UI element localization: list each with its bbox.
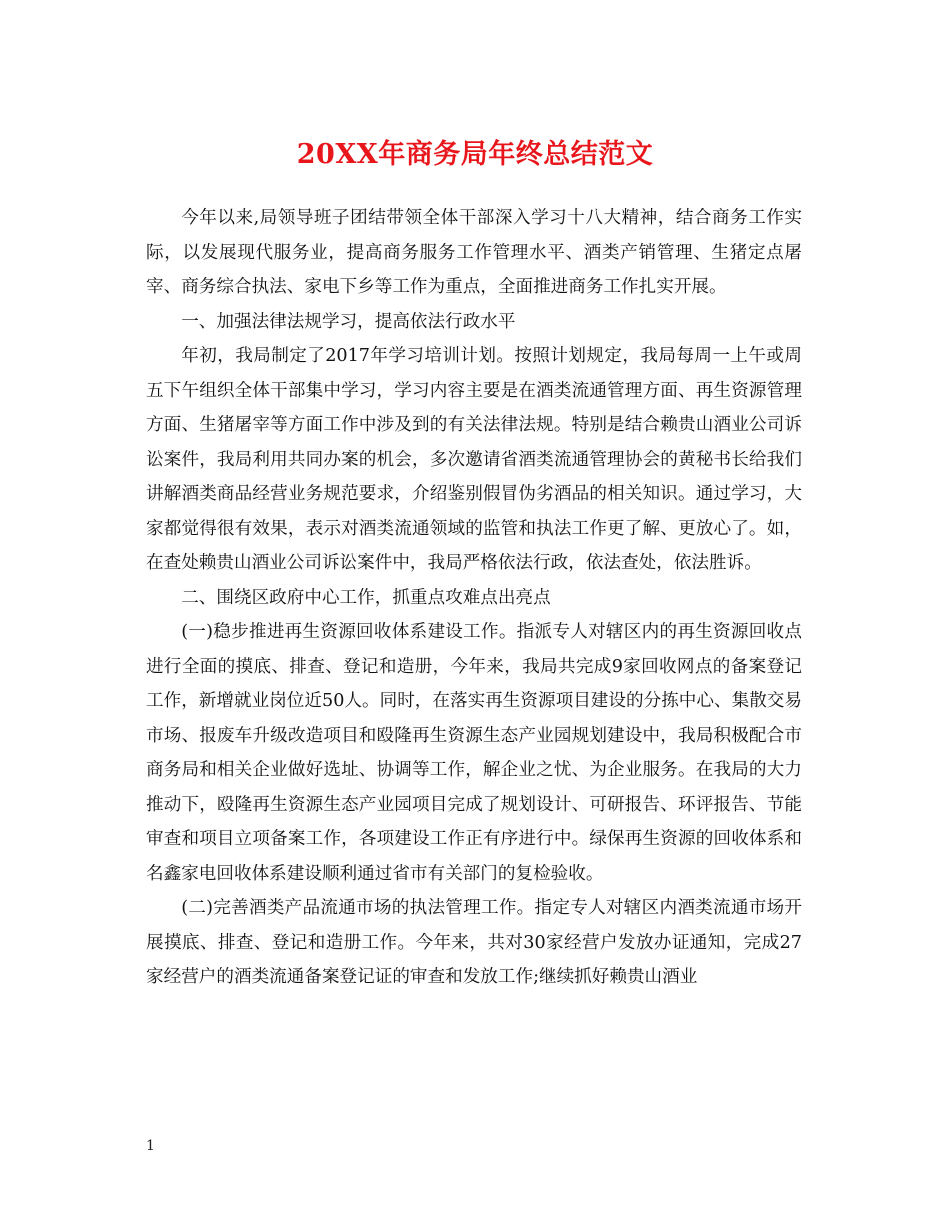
paragraph-legal-study: 年初，我局制定了2017年学习培训计划。按照计划规定，我局每周一上午或周五下午组织全体干部集中学习，学习内容主要是在酒类流通管理方面、再生资源管理方面、生猪屠宰等方面工作中涉及到的有关法律法规。特别是结合赖贵山酒业公司诉讼案件，我局利用共同办案的机会，多次邀请省酒类流通管理协会的黄秘书长给我们讲解酒类商品经营业务规范要求，介绍鉴别假冒伪劣酒品的相关知识。通过学习，大家都觉得很有效果，表示对酒类流通领域的监管和执法工作更了解、更放心了。如，在查处赖贵山酒业公司诉讼案件中，我局严格依法行政，依法查处，依法胜诉。	[146, 346, 802, 573]
paragraph-liquor-market: (二)完善酒类产品流通市场的执法管理工作。指定专人对辖区内酒类流通市场开展摸底、排查、登记和造册工作。今年来，共对30家经营户发放办证通知，完成27家经营户的酒类流通备案登记证的审查和发放工作;继续抓好赖贵山酒业	[146, 898, 802, 987]
page-number: 1	[146, 1138, 155, 1154]
document-body	[146, 201, 802, 995]
section-heading-1: 一、加强法律法规学习，提高依法行政水平	[181, 311, 516, 332]
document-title: 20XX年商务局年终总结范文	[296, 139, 654, 170]
section-heading-2: 二、围绕区政府中心工作，抓重点攻难点出亮点	[181, 587, 551, 608]
paragraph-recycling: (一)稳步推进再生资源回收体系建设工作。指派专人对辖区内的再生资源回收点进行全面的摸底、排查、登记和造册，今年来，我局共完成9家回收网点的备案登记工作，新增就业岗位近50人。同时，在落实再生资源项目建设的分拣中心、集散交易市场、报废车升级改造项目和殴隆再生资源生态产业园规划建设中，我局积极配合市商务局和相关企业做好选址、协调等工作，解企业之忧、为企业服务。在我局的大力推动下，殴隆再生资源生态产业园项目完成了规划设计、可研报告、环评报告、节能审查和项目立项备案工作，各项建设工作正有序进行中。绿保再生资源的回收体系和名鑫家电回收体系建设顺利通过省市有关部门的复检验收。	[146, 622, 802, 884]
paragraph-intro: 今年以来,局领导班子团结带领全体干部深入学习十八大精神，结合商务工作实际，以发展现代服务业，提高商务服务工作管理水平、酒类产销管理、生猪定点屠宰、商务综合执法、家电下乡等工作为重点，全面推进商务工作扎实开展。	[146, 208, 802, 297]
